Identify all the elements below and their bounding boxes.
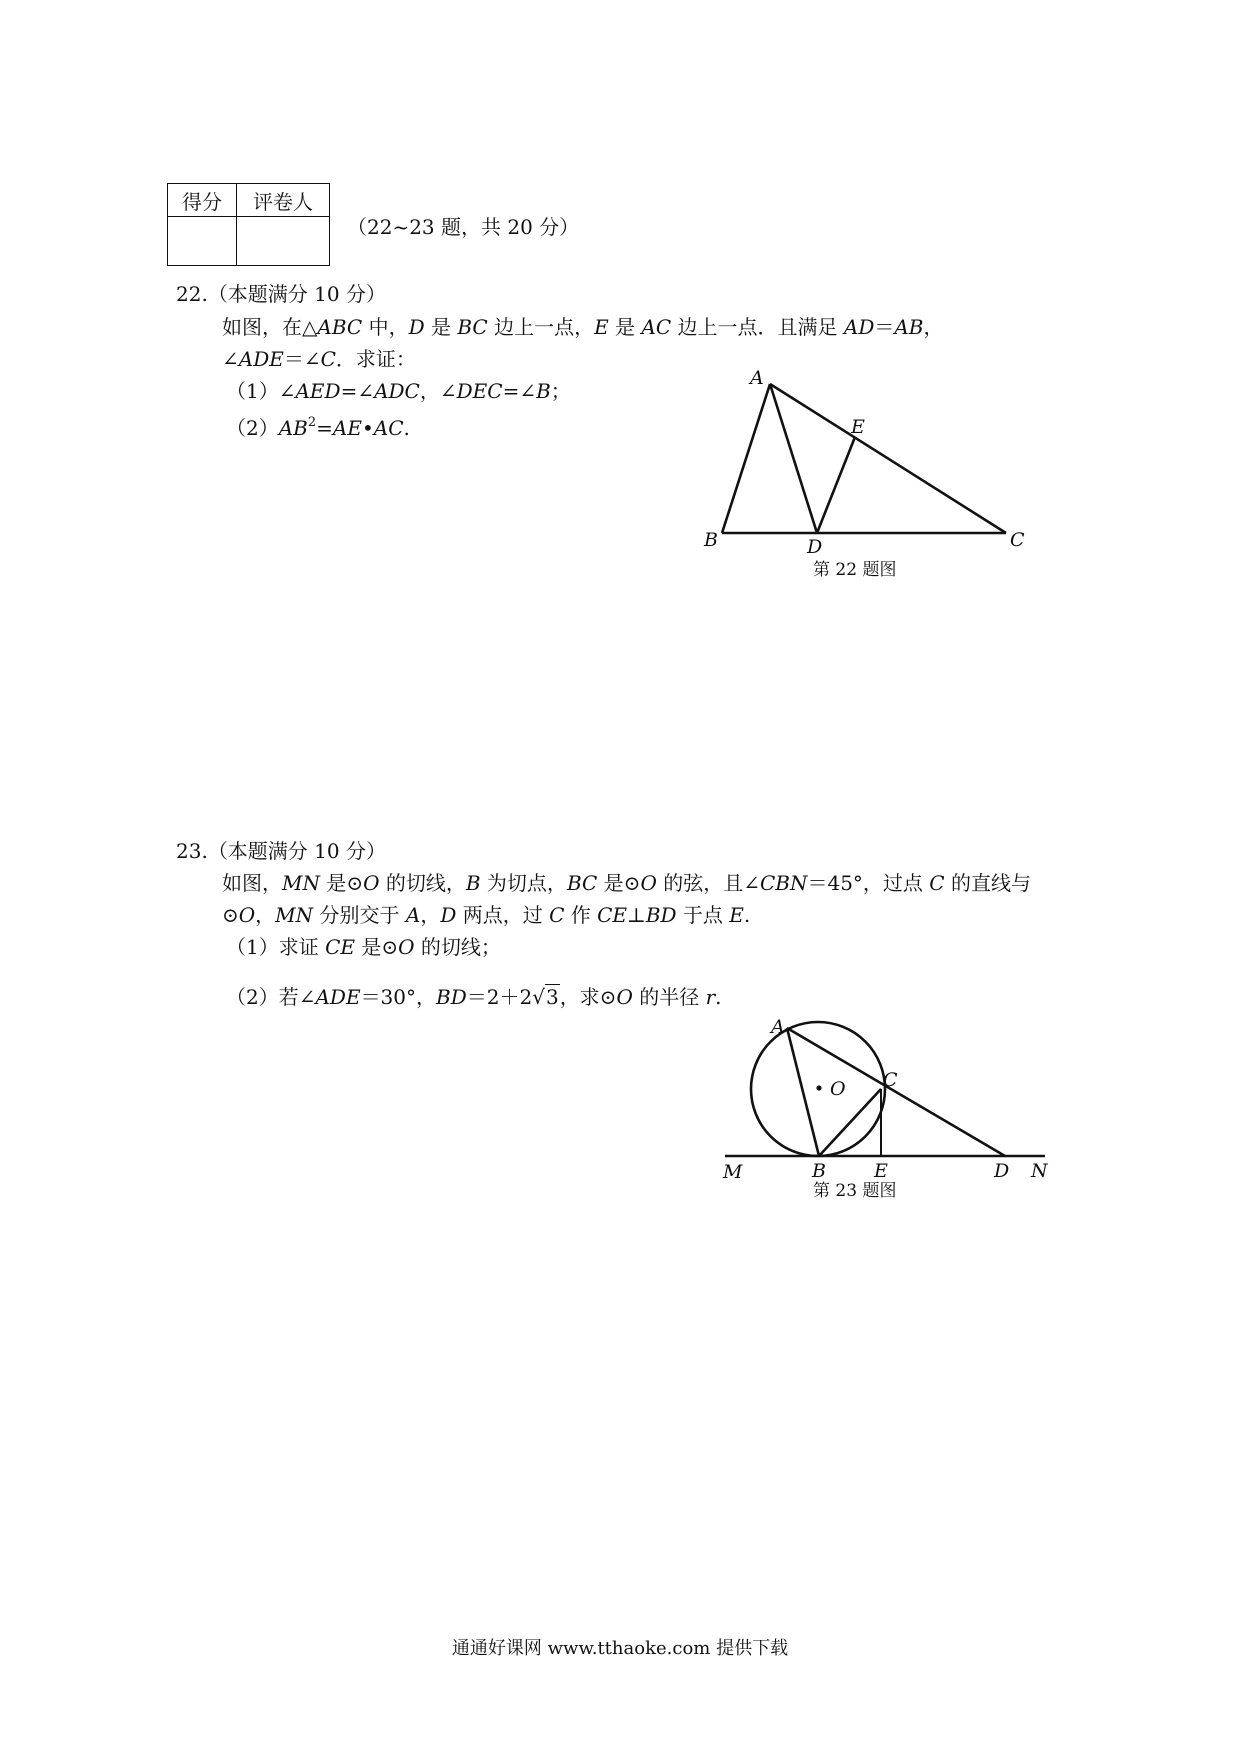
t: AED — [295, 379, 341, 403]
t: AB — [278, 416, 308, 440]
label-A: A — [771, 1016, 785, 1038]
t: 为切点， — [480, 871, 567, 895]
t: ⊙ — [222, 903, 239, 927]
t: r — [705, 985, 716, 1009]
q23-part2 — [226, 984, 722, 1010]
t: CE — [325, 935, 355, 959]
q22-points: （本题满分 10 分） — [207, 282, 386, 306]
t: ， — [420, 903, 441, 927]
t: ＝45°，过点 — [807, 871, 930, 895]
segment-AC — [770, 384, 1006, 533]
label-M: M — [723, 1161, 743, 1183]
t: 是⊙ — [597, 871, 641, 895]
segment-DE — [817, 437, 855, 533]
line-AD — [787, 1028, 1005, 1156]
q22-part1 — [226, 378, 571, 404]
t: ， — [923, 315, 944, 339]
t: （2）若∠ — [226, 985, 316, 1009]
t: E — [594, 315, 609, 339]
q22-line2 — [222, 346, 416, 372]
segment-AD — [770, 384, 817, 533]
t: 于点 — [676, 903, 730, 927]
t: = — [316, 416, 333, 440]
t: =∠ — [340, 379, 375, 403]
t: （1）求证 — [226, 935, 326, 959]
t: O — [640, 871, 657, 895]
t: 的直线与 — [944, 871, 1031, 895]
t: DEC — [456, 379, 503, 403]
figure-22-caption: 第 22 题图 — [813, 560, 897, 580]
center-O-dot — [816, 1085, 821, 1090]
t: 边上一点．且满足 — [671, 315, 844, 339]
t: 如图， — [222, 871, 282, 895]
label-E: E — [851, 416, 865, 438]
sqrt-3 — [532, 984, 559, 1010]
t: 的切线， — [379, 871, 466, 895]
sqrt-sign: √ — [532, 985, 545, 1009]
q22-line1 — [222, 314, 944, 340]
label-D: D — [807, 536, 823, 558]
figure-23-caption: 第 23 题图 — [813, 1181, 897, 1201]
label-O: O — [830, 1078, 846, 1100]
label-B: B — [812, 1160, 826, 1182]
sqrt-radicand: 3 — [545, 985, 559, 1009]
t: B — [536, 379, 551, 403]
t: AC — [641, 315, 672, 339]
t: ADC — [374, 379, 420, 403]
t: ⊥ — [627, 903, 646, 927]
grader-header: 评卷人 — [237, 184, 330, 217]
score-table — [167, 183, 330, 266]
footer-text: 通通好课网 www.tthaoke.com 提供下载 — [451, 1638, 789, 1659]
t: ∠ — [222, 347, 239, 371]
t: B — [465, 871, 481, 895]
segment-AB — [787, 1028, 819, 1156]
score-cell[interactable] — [168, 217, 237, 266]
t: D — [440, 903, 457, 927]
t: BD — [645, 903, 677, 927]
q23-line1 — [222, 870, 1031, 896]
t: ，∠ — [419, 379, 457, 403]
grader-cell[interactable] — [237, 217, 330, 266]
t: 两点，过 — [456, 903, 550, 927]
t: ADE — [238, 347, 284, 371]
t: CE — [597, 903, 628, 927]
t: ； — [550, 379, 571, 403]
label-D: D — [994, 1160, 1010, 1182]
t: ．求证： — [335, 347, 416, 371]
q23-part1 — [226, 934, 501, 960]
label-A: A — [750, 370, 764, 389]
t: ＝2＋2 — [466, 985, 533, 1009]
label-C: C — [1010, 529, 1025, 551]
t: 分别交于 — [313, 903, 406, 927]
t: （1）∠ — [226, 379, 296, 403]
t: 是⊙ — [355, 935, 399, 959]
q23-number: 23. — [176, 839, 208, 863]
t: 如图，在△ — [222, 315, 318, 339]
t: 的半径 — [632, 985, 706, 1009]
t: E — [729, 903, 744, 927]
q22-header — [176, 281, 386, 307]
t: 中， — [362, 315, 409, 339]
segment-AB — [722, 384, 770, 533]
t: D — [408, 315, 425, 339]
t: 是 — [608, 315, 642, 339]
t: BC — [457, 315, 488, 339]
score-header: 得分 — [168, 184, 237, 217]
t: ABC — [317, 315, 363, 339]
t: AC — [373, 416, 404, 440]
t: 2 — [307, 415, 317, 430]
section-note: （22~23 题，共 20 分） — [347, 215, 580, 239]
figure-22 — [690, 370, 1030, 590]
t: A — [405, 903, 421, 927]
t: ＝30°， — [360, 985, 437, 1009]
t: • — [361, 416, 374, 440]
t: MN — [275, 903, 314, 927]
t: 是 — [424, 315, 458, 339]
label-N: N — [1031, 1160, 1048, 1182]
t: 边上一点， — [487, 315, 595, 339]
q23-points: （本题满分 10 分） — [207, 839, 386, 863]
figure-23 — [715, 1010, 1060, 1210]
q23-header — [176, 838, 386, 864]
label-E: E — [874, 1160, 888, 1182]
q22-part2 — [226, 410, 410, 441]
q22-number: 22. — [176, 282, 208, 306]
t: C — [549, 903, 565, 927]
t: AE — [332, 416, 362, 440]
segment-BC — [819, 1089, 881, 1156]
t: O — [398, 935, 415, 959]
t: 的弦，且∠ — [656, 871, 760, 895]
t: =∠ — [502, 379, 537, 403]
t: O — [363, 871, 380, 895]
t: O — [616, 985, 633, 1009]
t: CBN — [759, 871, 808, 895]
t: O — [238, 903, 256, 927]
t: ＝ — [874, 315, 895, 339]
t: . — [743, 903, 751, 927]
label-B: B — [704, 529, 718, 551]
t: . — [715, 985, 722, 1009]
t: C — [320, 347, 336, 371]
q23-line2 — [222, 902, 750, 928]
t: MN — [282, 871, 320, 895]
t: ， — [255, 903, 276, 927]
t: 是⊙ — [319, 871, 364, 895]
t: ADE — [315, 985, 361, 1009]
t: 作 — [564, 903, 598, 927]
t: BD — [436, 985, 467, 1009]
t: （2） — [226, 416, 279, 440]
t: C — [929, 871, 945, 895]
t: AD — [843, 315, 875, 339]
t: ＝∠ — [283, 347, 321, 371]
t: . — [403, 416, 410, 440]
label-C: C — [883, 1069, 898, 1091]
t: ，求⊙ — [559, 985, 617, 1009]
t: AB — [894, 315, 924, 339]
t: 的切线； — [414, 935, 501, 959]
t: BC — [566, 871, 598, 895]
